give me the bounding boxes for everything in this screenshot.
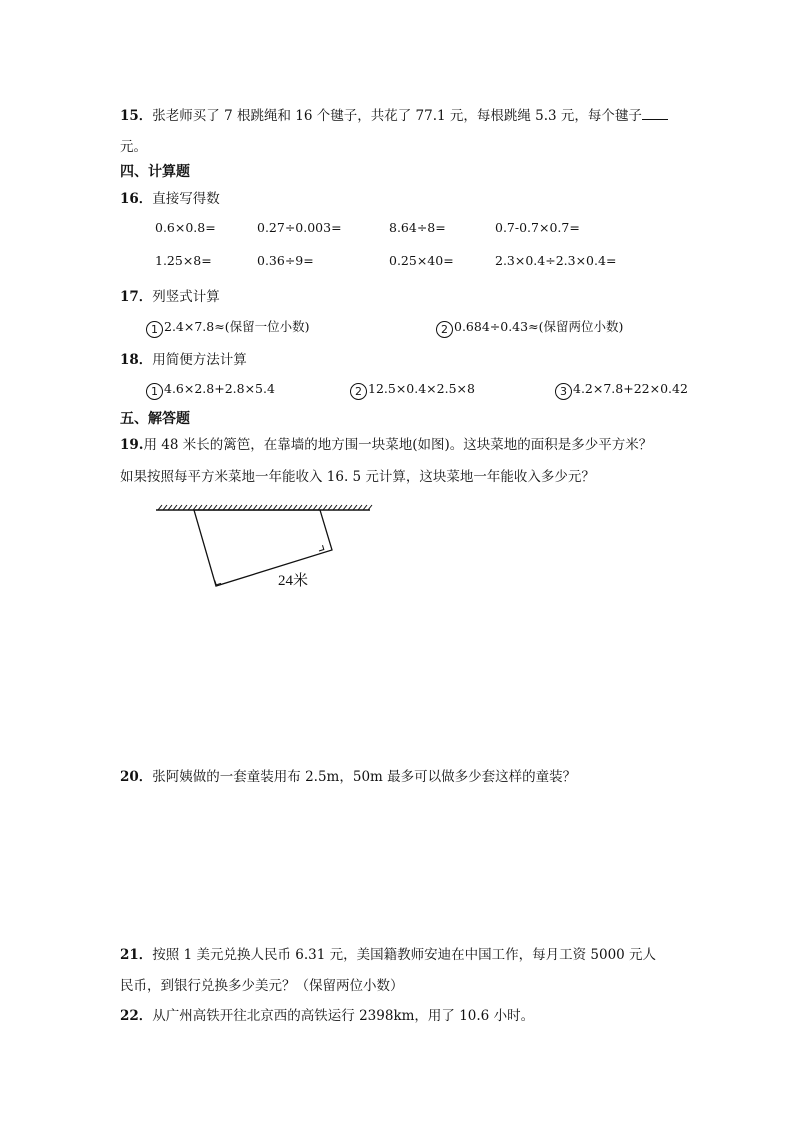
circled-number: 1	[146, 321, 163, 338]
sub-question-1	[146, 381, 275, 400]
expression: 2.3×0.4÷2.3×0.4=	[495, 253, 617, 268]
question-number: 22．	[120, 1008, 153, 1024]
question-15	[120, 104, 668, 124]
question-text: 张老师买了 7 根跳绳和 16 个毽子，共花了 77.1 元，每根跳绳 5.3 元，每个毽子	[152, 108, 642, 124]
expression: 2.4×7.8≈(保留一位小数)	[164, 319, 310, 334]
section-heading-word-problems: 五、解答题	[120, 411, 190, 427]
sub-question-2	[436, 317, 623, 338]
question-text: 用 48 米长的篱笆，在靠墙的地方围一块菜地(如图)。这块菜地的面积是多少平方米？	[143, 437, 653, 453]
garden-diagram	[150, 500, 375, 600]
question-19	[120, 433, 652, 453]
question-21	[120, 943, 656, 963]
expression: 0.684÷0.43≈(保留两位小数)	[454, 319, 624, 334]
expression: 0.7-0.7×0.7=	[495, 220, 580, 235]
question-title: 用简便方法计算	[152, 352, 247, 368]
question-17-title	[120, 285, 220, 305]
question-number: 17．	[120, 289, 153, 305]
right-angle-mark	[319, 545, 324, 551]
question-22	[120, 1004, 534, 1024]
question-20	[120, 765, 576, 785]
section-heading-calculation: 四、计算题	[120, 164, 190, 180]
expression: 1.25×8=	[155, 253, 212, 268]
expression: 0.25×40=	[389, 253, 454, 268]
expression: 0.6×0.8=	[155, 220, 216, 235]
question-title: 直接写得数	[152, 191, 220, 207]
question-21-line-2: 民币，到银行兑换多少美元？（保留两位小数）	[120, 978, 404, 994]
question-number: 19.	[120, 437, 144, 453]
question-text: 按照 1 美元兑换人民币 6.31 元，美国籍教师安迪在中国工作，每月工资 5000 元人	[152, 947, 657, 963]
answer-blank[interactable]	[642, 107, 668, 120]
question-title: 列竖式计算	[152, 289, 220, 305]
question-number: 21．	[120, 947, 153, 963]
question-text: 从广州高铁开往北京西的高铁运行 2398km，用了 10.6 小时。	[152, 1008, 535, 1024]
expression: 12.5×0.4×2.5×8	[368, 381, 475, 396]
question-text: 张阿姨做的一套童装用布 2.5m，50m 最多可以做多少套这样的童装？	[152, 769, 577, 785]
question-number: 16．	[120, 191, 153, 207]
expression: 0.36÷9=	[257, 253, 314, 268]
circled-number: 3	[555, 383, 572, 400]
expression: 4.6×2.8+2.8×5.4	[164, 381, 275, 396]
circled-number: 2	[350, 383, 367, 400]
question-16-title	[120, 187, 220, 207]
circled-number: 1	[146, 383, 163, 400]
garden-trapezoid	[194, 510, 332, 586]
question-number: 20．	[120, 769, 153, 785]
question-number: 18．	[120, 352, 153, 368]
expression: 8.64÷8=	[389, 220, 446, 235]
question-number: 15．	[120, 108, 153, 124]
question-19-line-2: 如果按照每平方米菜地一年能收入 16. 5 元计算，这块菜地一年能收入多少元？	[120, 469, 595, 485]
wall	[156, 505, 372, 510]
circled-number: 2	[436, 321, 453, 338]
question-15-continuation: 元。	[120, 139, 147, 155]
side-length-label: 24米	[278, 573, 309, 589]
expression: 0.27÷0.003=	[257, 220, 342, 235]
sub-question-2	[350, 381, 475, 400]
sub-question-3	[555, 381, 688, 400]
question-18-title	[120, 348, 247, 368]
sub-question-1	[146, 317, 309, 338]
expression: 4.2×7.8+22×0.42	[573, 381, 688, 396]
